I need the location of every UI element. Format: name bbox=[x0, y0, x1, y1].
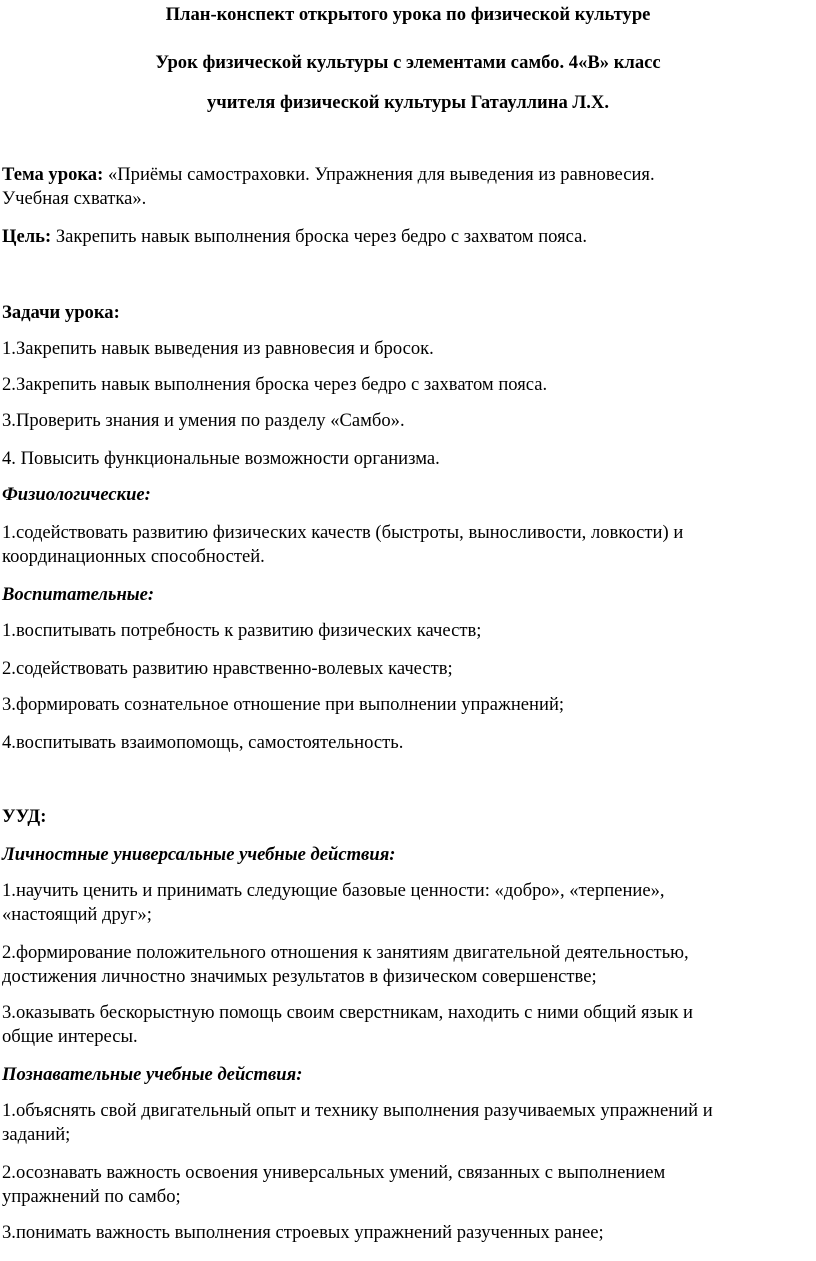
cognitive-heading: Познавательные учебные действия: bbox=[2, 1064, 303, 1085]
tasks-heading: Задачи урока: bbox=[2, 302, 120, 323]
personal-item-cont: общие интересы. bbox=[2, 1026, 138, 1047]
task-item: 3.Проверить знания и умения по разделу «Самбо». bbox=[2, 410, 405, 431]
cognitive-item: 2.осознавать важность освоения универсальных умений, связанных с выполнением bbox=[2, 1162, 666, 1183]
cognitive-item: 1.объяснять свой двигательный опыт и технику выполнения разучиваемых упражнений и bbox=[2, 1100, 713, 1121]
cognitive-item-cont: заданий; bbox=[2, 1124, 71, 1145]
goal-text: Закрепить навык выполнения броска через бедро с захватом пояса. bbox=[51, 226, 588, 247]
educational-item: 3.формировать сознательное отношение при выполнении упражнений; bbox=[2, 694, 565, 715]
task-item: 2.Закрепить навык выполнения броска через бедро с захватом пояса. bbox=[2, 374, 548, 395]
lesson-subtitle: Урок физической культуры с элементами самбо. 4«В» класс bbox=[155, 52, 661, 73]
personal-item-cont: достижения личностно значимых результатов в физическом совершенстве; bbox=[2, 966, 597, 987]
personal-item: 1.научить ценить и принимать следующие базовые ценности: «добро», «терпение», bbox=[2, 880, 665, 901]
educational-heading: Воспитательные: bbox=[2, 584, 155, 605]
task-item: 1.Закрепить навык выведения из равновесия и бросок. bbox=[2, 338, 434, 359]
topic-line-1 bbox=[2, 163, 812, 187]
task-item: 4. Повысить функциональные возможности организма. bbox=[2, 448, 440, 469]
personal-item: 3.оказывать бескорыстную помощь своим сверстникам, находить с ними общий язык и bbox=[2, 1002, 693, 1023]
cognitive-item: 3.понимать важность выполнения строевых упражнений разученных ранее; bbox=[2, 1222, 604, 1243]
topic-text: «Приёмы самостраховки. Упражнения для выведения из равновесия. bbox=[103, 164, 655, 185]
document-title: План-конспект открытого урока по физической культуре bbox=[165, 4, 651, 25]
goal-label: Цель: bbox=[2, 226, 52, 247]
topic-line-2: Учебная схватка». bbox=[2, 188, 147, 209]
cognitive-item-cont: упражнений по самбо; bbox=[2, 1186, 181, 1207]
goal-line bbox=[2, 225, 812, 249]
uud-heading: УУД: bbox=[2, 806, 47, 827]
physiological-heading: Физиологические: bbox=[2, 484, 151, 505]
personal-item: 2.формирование положительного отношения к занятиям двигательной деятельностью, bbox=[2, 942, 689, 963]
personal-item-cont: «настоящий друг»; bbox=[2, 904, 152, 925]
physiological-item-cont: координационных способностей. bbox=[2, 546, 265, 567]
teacher-line: учителя физической культуры Гатауллина Л.Х. bbox=[206, 92, 610, 113]
educational-item: 1.воспитывать потребность к развитию физических качеств; bbox=[2, 620, 482, 641]
educational-item: 4.воспитывать взаимопомощь, самостоятельность. bbox=[2, 732, 404, 753]
educational-item: 2.содействовать развитию нравственно-волевых качеств; bbox=[2, 658, 453, 679]
personal-heading: Личностные универсальные учебные действия: bbox=[2, 844, 396, 865]
topic-label: Тема урока: bbox=[2, 164, 104, 185]
physiological-item: 1.содействовать развитию физических качеств (быстроты, выносливости, ловкости) и bbox=[2, 522, 684, 543]
